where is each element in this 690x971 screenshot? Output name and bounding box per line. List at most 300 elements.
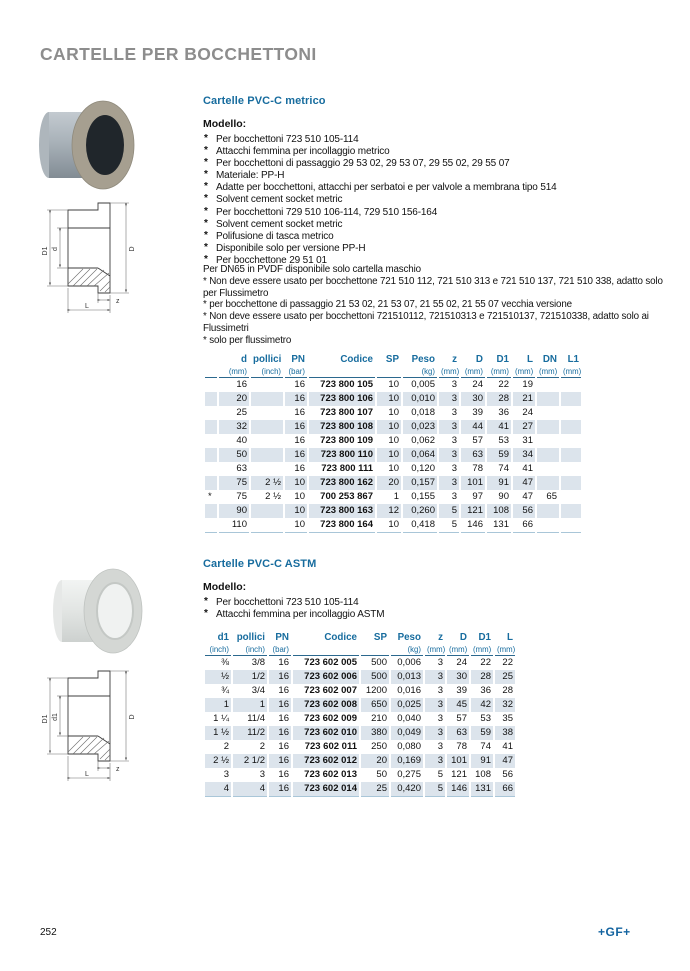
table-row [205,420,581,434]
cell-value: 10 [377,448,401,462]
cell-value: 40 [236,435,247,446]
cell-value: 5 [425,782,445,797]
cell-value: 3 [425,726,445,740]
column-header: SP [373,632,387,643]
cell-value: 1 [205,698,231,712]
collar-photo-metric-icon [33,98,139,194]
cell-value [251,518,283,533]
note-line: Per DN65 in PVDF disponibile solo cartella maschio [203,264,421,275]
cell-value: 22 [498,379,509,390]
cell-value: 20 [377,476,401,490]
cell-value: 50 [376,769,387,780]
cell-value: 38 [495,726,515,740]
cell-value: 24 [522,407,533,418]
cell-value: 3/4 [251,685,265,696]
cell-value [561,420,581,434]
cell-value: 2 ½ [205,754,231,768]
cell-code: 723 602 013 [304,769,357,780]
cell-code: 723 602 010 [293,726,359,740]
note-line: * per bocchettone di passaggio 21 53 02, 21 53 07, 21 55 02, 21 55 07 vecchia versione [203,299,572,311]
cell-code: 700 253 867 [320,491,373,502]
dim-label-D1: D1 [42,714,49,724]
column-unit: (mm) [219,367,249,378]
cell-value: 16 [285,392,307,406]
cell-value: 25 [495,670,515,684]
bullet-item: * Materiale: PP-H [204,169,285,182]
cell-value: 3 [439,392,459,406]
collar-photo-astm-icon [48,563,148,659]
dim-label-z: z [116,298,120,305]
cell-value: 131 [471,782,493,797]
table-row [205,462,581,476]
product-photo-metric [33,98,139,199]
cell-value: 3 [437,741,443,752]
page-title: CARTELLE PER BOCCHETTONI [40,44,317,64]
cell-value [561,476,581,490]
cell-value: 10 [377,420,401,434]
data-table [203,631,517,797]
cell-code: 723 602 014 [293,782,359,797]
table-row [205,406,581,420]
cell-value [537,476,559,490]
cell-value [537,434,559,448]
cell-value: 36 [498,407,509,418]
cell-value [537,504,559,518]
cell-value [537,420,559,434]
column-unit: (mm) [539,367,558,376]
cell-value: 20 [219,392,249,406]
cell-value [561,378,581,392]
cell-value: 0,006 [397,657,421,668]
cell-value: 32 [495,698,515,712]
column-header: d [241,354,247,365]
cell-value [537,448,559,462]
cell-value: 1 [233,698,267,712]
table-row [205,754,515,768]
dim-label-D: D [129,714,136,720]
cell-value: 1 [393,491,399,502]
cell-value: 22 [480,657,491,668]
cell-value: 10 [388,379,399,390]
cell-value [205,476,217,490]
cell-value: 0,010 [403,392,437,406]
cell-value: 45 [447,698,469,712]
bullet-list-astm [203,597,673,621]
bullet-list-metric [203,134,673,267]
cell-value: 0,418 [403,518,437,533]
table-row [205,504,581,518]
cell-value: 2 [223,741,229,752]
column-unit: (kg) [403,367,437,378]
cell-value [205,378,217,392]
table-row [205,782,515,797]
cell-value: 65 [546,491,557,502]
bullet-marker: * [204,193,208,205]
cell-value: 16 [294,435,305,446]
cell-value: 63 [461,448,485,462]
column-header: Peso [411,354,435,365]
table-row [205,768,515,782]
table-row [205,670,515,684]
cell-value: 121 [451,769,467,780]
table-row [205,740,515,754]
column-unit [361,645,389,656]
cell-value: 20 [361,754,389,768]
cell-value [205,406,217,420]
cell-value: 0,420 [391,782,423,797]
column-unit: (bar) [269,645,291,656]
cross-section-drawing-icon [36,664,142,786]
cell-value: 0,062 [411,435,435,446]
cell-value: 66 [495,782,515,797]
cell-value: 146 [461,518,485,533]
cell-value: 650 [361,698,389,712]
bullet-item: * Adatte per bocchettoni, attacchi per serbatoi e per valvole a membrana tipo 514 [204,181,557,194]
cell-value [537,518,559,533]
cell-value: 32 [219,420,249,434]
cell-value: 12 [377,504,401,518]
cell-value [561,490,581,504]
cell-value: 0,157 [403,476,437,490]
table-row [205,490,581,504]
column-header: L1 [567,354,579,365]
cell-value: 16 [285,420,307,434]
cell-value [537,462,559,476]
cell-value: 90 [498,491,509,502]
cell-value: ½ [205,670,231,684]
cell-value: 3 [425,698,445,712]
column-unit: (mm) [441,367,459,376]
table-row [205,434,581,448]
cell-value: 59 [471,726,493,740]
cell-value: 66 [513,518,535,533]
column-unit: (mm) [473,645,492,654]
bullet-item: * Per bocchettoni 723 510 105-114 [204,596,359,608]
cell-value: 16 [294,407,305,418]
bullet-marker: * [204,596,208,607]
cell-value [537,406,559,420]
cell-value: 3 [437,685,443,696]
notes-metric [203,264,665,347]
cell-code: 723 800 108 [309,420,375,434]
model-label-astm: Modello: [203,581,247,593]
cell-value [205,518,217,533]
cell-value: 34 [513,448,535,462]
cell-value: 16 [285,448,307,462]
column-unit: (mm) [497,645,515,654]
table-row [205,518,581,533]
cell-value: 1 ½ [205,726,231,740]
cell-value: 10 [388,407,399,418]
cell-value: 500 [371,657,387,668]
cell-value: 30 [447,670,469,684]
model-label-metric: Modello: [203,118,247,130]
cell-value [251,406,283,420]
cell-value: 91 [471,754,493,768]
cell-value: 3 [439,448,459,462]
dim-label-D: D [129,246,136,252]
cell-value: 0,016 [397,685,421,696]
cell-value: 10 [377,518,401,533]
cell-code: 723 800 110 [309,448,375,462]
cell-value: 108 [475,769,491,780]
column-unit: (mm) [515,367,534,376]
cell-value: 16 [278,713,289,724]
column-unit: (inch) [251,367,283,378]
cell-value: * [208,491,212,502]
column-unit [377,367,401,378]
table-row [205,392,581,406]
cell-value: 121 [461,504,485,518]
cell-value [251,448,283,462]
dim-label-d: d [52,247,59,251]
cell-value: 78 [456,741,467,752]
cell-value: 131 [487,518,511,533]
cell-value: 5 [439,504,459,518]
cell-value: 28 [502,685,513,696]
cell-value: 53 [480,713,491,724]
cell-value [205,420,217,434]
cell-value [561,462,581,476]
cell-value: 53 [498,435,509,446]
cell-value: 91 [487,476,511,490]
cell-value: 22 [502,657,513,668]
cell-value: 63 [236,463,247,474]
cell-value: 74 [480,741,491,752]
cell-value: 146 [447,782,469,797]
cell-value: 3 [439,476,459,490]
cell-value [251,378,283,392]
cell-value [251,462,283,476]
column-unit: (inch) [233,645,267,656]
bullet-item: * Per bocchettone 29 51 01 [204,253,327,266]
cell-value: 1200 [365,685,387,696]
bullet-item: * Solvent cement socket metric [204,193,343,206]
cell-code: 723 800 163 [309,504,375,518]
column-header: z [438,632,443,643]
cell-value: 56 [502,769,513,780]
cell-value: 16 [278,657,289,668]
cell-value [251,504,283,518]
cell-value: 27 [513,420,535,434]
cell-code: 723 800 106 [309,392,375,406]
cell-value: 3 [425,754,445,768]
column-header: pollici [236,632,265,643]
column-header: L [527,354,533,365]
cell-value: 28 [471,670,493,684]
bullet-item: * Per bocchettoni 729 510 106-114, 729 510 156-164 [204,205,438,218]
cell-value: 3 [259,769,265,780]
column-unit [205,367,217,378]
cell-value: 90 [219,504,249,518]
cell-value: 3 [223,769,229,780]
cell-value: 41 [487,420,511,434]
page-number: 252 [40,927,57,938]
cell-value: 21 [513,392,535,406]
column-header: D1 [478,632,491,643]
cross-section-drawing-icon [36,196,142,318]
cell-value: 11/4 [247,713,265,724]
column-unit: (kg) [391,645,423,656]
table-metric [203,353,583,533]
column-header: L [507,632,513,643]
table-row [205,656,515,670]
column-unit: (bar) [285,367,307,378]
table-row [205,726,515,740]
cell-value: 16 [269,754,291,768]
cell-value [251,392,283,406]
cell-value [561,406,581,420]
cell-code: 723 602 009 [304,713,357,724]
cell-value: 0,025 [391,698,423,712]
cell-value: 10 [388,463,399,474]
cell-value: 56 [513,504,535,518]
cell-value: 74 [498,463,509,474]
cell-value: 10 [285,504,307,518]
table-row [205,476,581,490]
cell-value: 57 [456,713,467,724]
cell-value: 97 [472,491,483,502]
cell-value [205,392,217,406]
cell-value: 380 [361,726,389,740]
bullet-item: * Solvent cement socket metric [204,217,343,230]
cell-value: ¾ [221,685,229,696]
cell-value: 5 [437,769,443,780]
cell-code: 723 602 005 [304,657,357,668]
cell-value: 0,023 [403,420,437,434]
column-header [205,353,217,367]
cell-value: 75 [236,491,247,502]
bullet-marker: * [204,229,208,241]
dim-label-d1: d1 [52,713,59,721]
cell-value: 28 [487,392,511,406]
bullet-marker: * [204,217,208,229]
cell-value: 41 [522,463,533,474]
cell-value: 3 [451,407,457,418]
column-unit: (mm) [449,645,468,654]
cell-value: 250 [371,741,387,752]
column-header: D1 [496,354,509,365]
column-header: pollici [253,354,282,365]
cell-value: 59 [487,448,511,462]
bullet-item: * Polifusione di tasca metrico [204,229,334,242]
cell-value: 24 [472,379,483,390]
dim-label-z: z [116,766,120,773]
note-line: * Non deve essere usato per bocchettoni 721510112, 721510313 e 721510137, 721510338, adatto solo ai Flussimetri [203,311,649,334]
cell-value: 2 ½ [265,491,281,502]
column-header: Peso [397,632,421,643]
column-unit: (inch) [205,645,231,656]
cell-value: 0,275 [397,769,421,780]
cell-code: 723 800 109 [320,435,373,446]
column-header: PN [291,354,305,365]
bullet-marker: * [204,157,208,169]
bullet-marker: * [204,169,208,181]
cell-value: 30 [461,392,485,406]
cell-value: 210 [371,713,387,724]
cell-value: 44 [461,420,485,434]
column-unit [293,645,359,656]
column-unit: (mm) [461,367,485,378]
cell-value: 3 [451,491,457,502]
cell-value: 36 [480,685,491,696]
column-unit: (mm) [563,367,581,376]
cell-value [561,518,581,533]
section-heading-astm: Cartelle PVC-C ASTM [203,558,317,570]
bullet-item: * Attacchi femmina per incollaggio ASTM [204,608,385,621]
cell-value [251,420,283,434]
column-header: d1 [217,632,229,643]
bullet-marker: * [204,205,208,217]
cell-value [561,434,581,448]
cell-value: 3 [425,670,445,684]
cell-value: 0,013 [391,670,423,684]
note-line: * Non deve essere usato per bocchettone 721 510 112, 721 510 313 e 721 510 137, 721 510 338, adatto solo per Flussimetro [203,275,663,299]
column-unit: (mm) [487,367,511,378]
cell-value: 11/2 [233,726,267,740]
cell-value: 1 ¼ [213,713,229,724]
cell-value: 50 [219,448,249,462]
column-header: DN [542,354,557,365]
cell-code: 723 800 164 [309,518,375,533]
table-row [205,378,581,392]
cell-value: 10 [285,476,307,490]
bullet-marker: * [204,145,208,157]
column-header: D [459,632,467,643]
bullet-item: * Disponibile solo per versione PP-H [204,241,366,254]
cell-value: 42 [471,698,493,712]
column-unit: (mm) [427,645,445,654]
cell-value: 41 [502,741,513,752]
cell-value: 101 [447,754,469,768]
cell-value: 5 [439,518,459,533]
product-photo-astm [48,563,148,664]
cell-value: 16 [269,726,291,740]
dim-label-L: L [85,303,89,310]
cell-value: 0,260 [403,504,437,518]
table-row [205,712,515,726]
cell-value: 4 [205,782,231,797]
table-row [205,684,515,698]
cell-value: 0,169 [391,754,423,768]
cell-value [537,392,559,406]
cell-value [205,504,217,518]
bullet-item: * Per bocchettoni 723 510 105-114 [204,133,359,145]
cell-value: 101 [461,476,485,490]
dim-label-L: L [85,771,89,778]
cell-code: 723 602 012 [293,754,359,768]
cell-value: 3 [451,379,457,390]
cell-value: 0,080 [397,741,421,752]
cell-value: 0,120 [411,463,435,474]
cell-value: 108 [487,504,511,518]
cell-value: 16 [278,741,289,752]
cell-value: 4 [233,782,267,797]
cell-value: 0,155 [411,491,435,502]
cell-value: 2 1/2 [233,754,267,768]
bullet-item: * Per bocchettoni di passaggio 29 53 02, 29 53 07, 29 55 02, 29 55 07 [204,157,510,170]
bullet-marker: * [204,608,208,620]
cell-value: 3/8 [251,657,265,668]
table-row [205,698,515,712]
column-header: Codice [340,354,373,365]
cell-code: 723 800 107 [320,407,373,418]
cell-value: 3 [439,420,459,434]
cell-value: 0,005 [411,379,435,390]
column-header: z [452,354,457,365]
column-header: Codice [324,632,357,643]
cell-value: 0,049 [391,726,423,740]
